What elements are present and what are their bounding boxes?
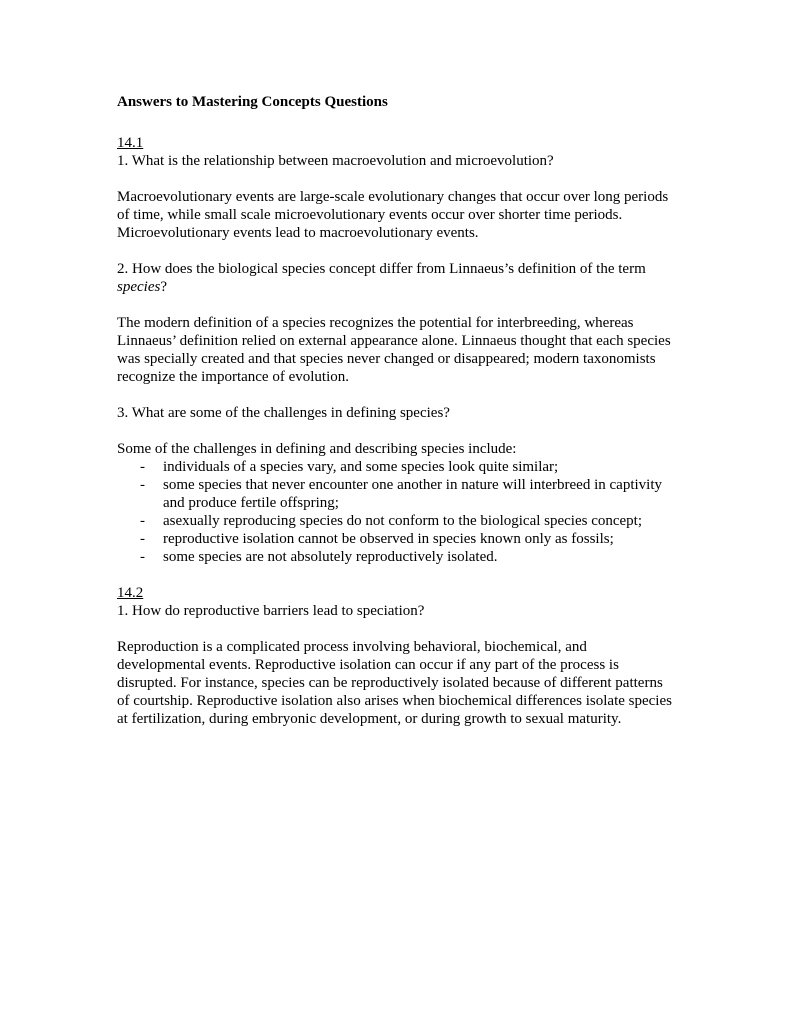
answer-paragraph: Macroevolutionary events are large-scale evolutionary changes that occur over long periods of time, while small scale microevolutionary events occur over shorter time periods. Microevolutionary events lead to macroevolutionary events. — [117, 189, 669, 241]
answer-text — [117, 188, 677, 242]
question-text — [117, 260, 677, 296]
section-label: 14.1 — [117, 135, 144, 151]
list-item — [117, 476, 677, 512]
list-item — [117, 530, 677, 548]
answer-intro: Some of the challenges in defining and describing species include: — [117, 441, 517, 457]
list-item-text: reproductive isolation cannot be observed in species known only as fossils; — [163, 531, 614, 547]
question-text: 3. What are some of the challenges in defining species? — [117, 405, 450, 421]
answer-paragraph: Reproduction is a complicated process involving behavioral, biochemical, and developmental events. Reproductive isolation can occur if any part of the process is disrupted. For instance, species can be reproductively isolated because of different patterns of courtship. Reproductive isolation also arises when biochemical differences isolate species at fertilization, during embryonic development, or during growth to sexual maturity. — [117, 639, 672, 727]
question-term: species — [117, 279, 161, 295]
bullet-dash: - — [140, 513, 145, 529]
list-item-text: some species are not absolutely reproductively isolated. — [163, 549, 498, 565]
question-end: ? — [160, 279, 167, 295]
bullet-dash: - — [140, 531, 145, 547]
bullet-dash: - — [140, 549, 145, 565]
answer-text — [117, 314, 677, 386]
bullet-dash: - — [140, 459, 145, 475]
bullet-dash: - — [140, 477, 145, 493]
section-14-2 — [117, 584, 677, 728]
challenge-list — [117, 458, 677, 566]
answer-text — [117, 638, 677, 728]
question-text: 1. What is the relationship between macroevolution and microevolution? — [117, 153, 554, 169]
list-item-text: some species that never encounter one another in nature will interbreed in captivity and produce fertile offspring; — [163, 477, 662, 511]
list-item — [117, 458, 677, 476]
document-title: Answers to Mastering Concepts Questions — [117, 94, 388, 110]
list-item — [117, 548, 677, 566]
list-item — [117, 512, 677, 530]
list-item-text: individuals of a species vary, and some species look quite similar; — [163, 459, 559, 475]
answer-paragraph: The modern definition of a species recognizes the potential for interbreeding, whereas Linnaeus’ definition relied on external appearance alone. Linnaeus thought that each species was specially created and that species never changed or disappeared; modern taxonomists recognize the importance of evolution. — [117, 315, 671, 385]
question-text: 1. How do reproductive barriers lead to speciation? — [117, 603, 425, 619]
document-page — [117, 93, 677, 746]
question-main: 2. How does the biological species concept differ from Linnaeus’s definition of the term — [117, 261, 646, 277]
section-label: 14.2 — [117, 585, 144, 601]
section-14-1 — [117, 134, 677, 566]
list-item-text: asexually reproducing species do not conform to the biological species concept; — [163, 513, 643, 529]
